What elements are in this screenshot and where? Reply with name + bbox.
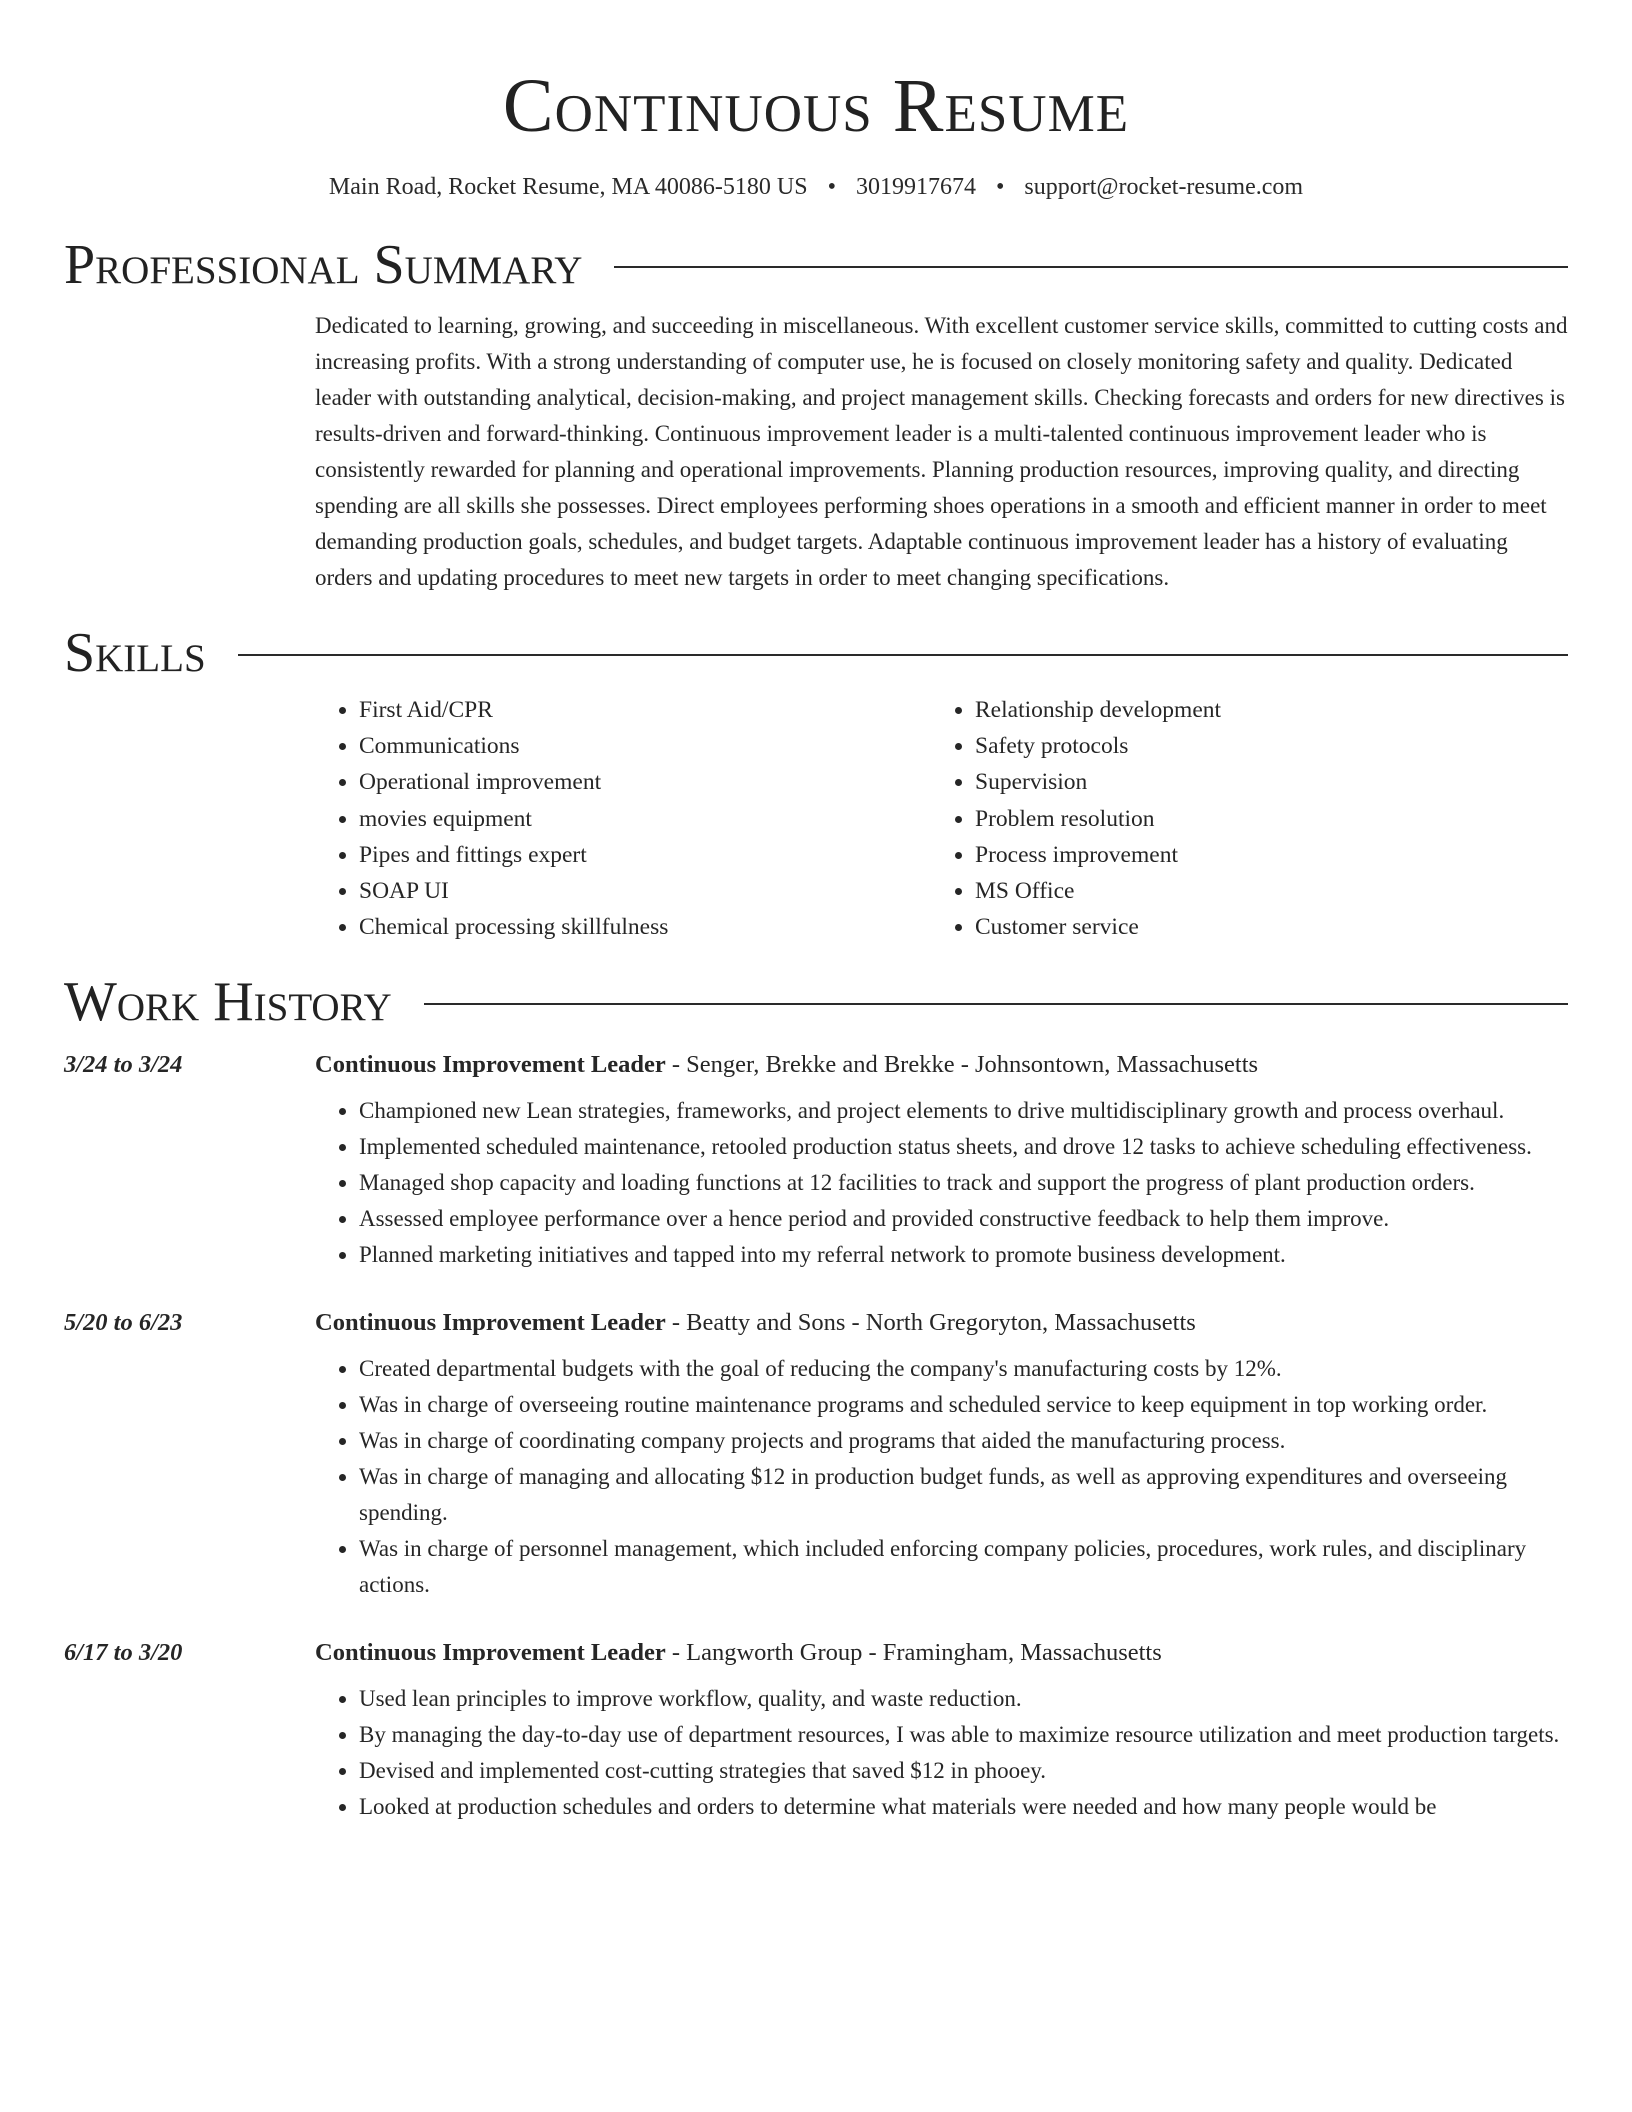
summary-header [64, 234, 1568, 296]
summary-text: Dedicated to learning, growing, and succeeding in miscellaneous. With excellent customer service skills, committed to cutting costs and increasing profits. With a strong understanding of computer use, he is focused on closely monitoring safety and quality. Dedicated leader with outstanding analytical, decision-making, and project management skills. Checking forecasts and orders for new directives is results-driven and forward-thinking. Continuous improvement leader is a multi-talented continuous improvement leader who is consistently rewarded for planning and operational improvements. Planning production resources, improving quality, and directing spending are all skills she possesses. Direct employees performing shoes operations in a smooth and efficient manner in order to meet demanding production goals, schedules, and budget targets. Adaptable continuous improvement leader has a history of evaluating orders and updating procedures to meet new targets in order to meet changing specifications. [315, 313, 1568, 590]
skills-title: Skills [64, 622, 206, 684]
job-title: Continuous Improvement Leader [315, 1639, 666, 1667]
job-title: Continuous Improvement Leader [315, 1051, 666, 1079]
resume-page [64, 0, 1568, 1825]
job-heading-text [315, 1637, 1162, 1669]
job-bullet: • Used lean principles to improve workflow, quality, and waste reduction. [359, 1681, 1568, 1717]
job-bullet: • Was in charge of coordinating company projects and programs that aided the manufacturing process. [359, 1423, 1568, 1459]
job-heading-text [315, 1307, 1196, 1339]
job-bullet: • Assessed employee performance over a hence period and provided constructive feedback to help them improve. [359, 1201, 1568, 1237]
summary-title: Professional Summary [64, 234, 583, 296]
work-title: Work History [64, 971, 392, 1034]
job-bullet: • Planned marketing initiatives and tapped into my referral network to promote business development. [359, 1237, 1568, 1273]
job-bullet: • By managing the day-to-day use of department resources, I was able to maximize resource utilization and meet production targets. [359, 1717, 1568, 1753]
job-entry [64, 1049, 1568, 1273]
job-entry [64, 1637, 1568, 1825]
skill-item: • Process improvement [975, 837, 1547, 873]
section-divider [424, 1003, 1568, 1005]
skill-item: • Chemical processing skillfulness [359, 909, 931, 945]
contact-email: support@rocket-resume.com [1024, 174, 1304, 200]
job-bullet: • Championed new Lean strategies, frameworks, and project elements to drive multidisciplinary growth and process overhaul. [359, 1093, 1568, 1129]
contact-separator: • [995, 174, 1005, 200]
skill-item: • Relationship development [975, 692, 1547, 728]
skill-item: • SOAP UI [359, 873, 931, 909]
work-header [64, 971, 1568, 1033]
skills-header [64, 622, 1568, 684]
skills-column-right [931, 692, 1547, 945]
skill-item: • MS Office [975, 873, 1547, 909]
skill-item: • Communications [359, 728, 931, 764]
job-dates: 5/20 to 6/23 [64, 1309, 183, 1337]
contact-phone: 3019917674 [855, 174, 976, 200]
skill-item: • Customer service [975, 909, 1547, 945]
contact-address: Main Road, Rocket Resume, MA 40086-5180 US [328, 174, 808, 200]
skills-column-left [315, 692, 931, 945]
job-details: - Senger, Brekke and Brekke - Johnsontown, Massachusetts [665, 1051, 1259, 1079]
section-divider [614, 266, 1568, 268]
contact-line [64, 172, 1568, 202]
job-bullet: • Implemented scheduled maintenance, retooled production status sheets, and drove 12 tasks to achieve scheduling effectiveness. [359, 1129, 1568, 1165]
skill-item: • Operational improvement [359, 764, 931, 800]
job-bullet: • Devised and implemented cost-cutting strategies that saved $12 in phooey. [359, 1753, 1568, 1789]
section-divider [238, 654, 1568, 656]
job-entry [64, 1307, 1568, 1603]
job-bullet: • Looked at production schedules and orders to determine what materials were needed and how many people would be [359, 1789, 1568, 1825]
job-details: - Beatty and Sons - North Gregoryton, Massachusetts [665, 1309, 1196, 1337]
skill-item: • First Aid/CPR [359, 692, 931, 728]
job-bullets [315, 1093, 1568, 1273]
job-bullets [315, 1681, 1568, 1825]
skill-item: • Pipes and fittings expert [359, 837, 931, 873]
skill-item: • Safety protocols [975, 728, 1547, 764]
job-bullet: • Was in charge of personnel management, which included enforcing company policies, procedures, work rules, and disciplinary actions. [359, 1531, 1568, 1603]
job-bullets [315, 1351, 1568, 1603]
skills-list [315, 692, 1568, 945]
contact-separator: • [827, 174, 836, 200]
job-bullet: • Created departmental budgets with the goal of reducing the company's manufacturing costs by 12%. [359, 1351, 1568, 1387]
job-dates: 3/24 to 3/24 [64, 1051, 183, 1079]
job-heading [64, 1049, 1568, 1081]
skill-item: • movies equipment [359, 801, 931, 837]
job-bullet: • Was in charge of overseeing routine maintenance programs and scheduled service to keep equipment in top working order. [359, 1387, 1568, 1423]
job-bullet: • Managed shop capacity and loading functions at 12 facilities to track and support the progress of plant production orders. [359, 1165, 1568, 1201]
skill-item: • Supervision [975, 764, 1547, 800]
job-heading-text [315, 1049, 1258, 1081]
skill-item: • Problem resolution [975, 801, 1547, 837]
job-dates: 6/17 to 3/20 [64, 1639, 183, 1667]
resume-name: Continuous Resume [502, 64, 1130, 148]
job-title: Continuous Improvement Leader [315, 1309, 666, 1337]
job-heading [64, 1637, 1568, 1669]
job-heading [64, 1307, 1568, 1339]
job-details: - Langworth Group - Framingham, Massachusetts [665, 1639, 1162, 1667]
job-bullet: • Was in charge of managing and allocating $12 in production budget funds, as well as approving expenditures and overseeing spending. [359, 1459, 1568, 1531]
